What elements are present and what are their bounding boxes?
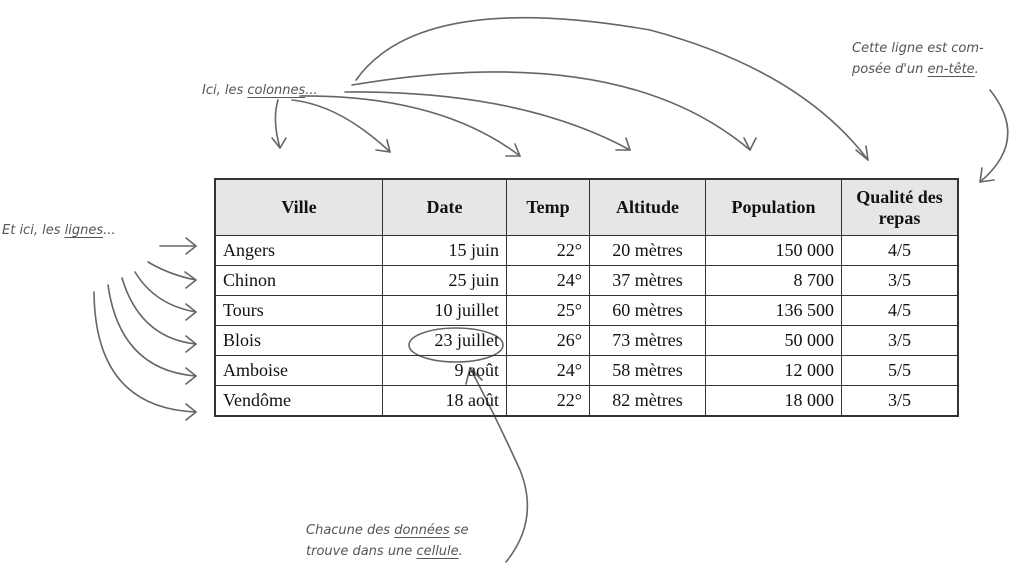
rows-annotation [2,220,116,241]
cell-annotation-line2-suffix: . [458,544,463,559]
table-cell: 12 000 [706,356,842,386]
table-cell: 18 août [383,386,507,416]
table-cell: 24° [507,266,590,296]
table-row [215,236,958,266]
table-cell-highlighted: 23 juillet [383,326,507,356]
row-arrow-5 [108,285,196,376]
table-row [215,356,958,386]
table-cell: 26° [507,326,590,356]
columns-annotation-prefix: Ici, les [202,83,248,98]
table-cell: 58 mètres [590,356,706,386]
row-arrow-6 [94,292,196,412]
table-row [215,386,958,416]
cell-annotation [306,520,469,562]
table-cell: 4/5 [842,236,959,266]
column-arrow-ville [275,100,280,148]
cell-annotation-line2 [306,541,469,562]
columns-annotation [202,80,318,101]
cell-annotation-line1 [306,520,469,541]
cell-annotation-line1-suffix: se [449,523,469,538]
table-cell: 18 000 [706,386,842,416]
header-annotation-line2-prefix: posée d'un [852,62,928,77]
table-cell: 50 000 [706,326,842,356]
city-table [214,178,959,417]
cell-annotation-term-cellule: cellule [416,544,459,559]
table-cell: 25° [507,296,590,326]
header-annotation-term: en-tête [927,62,975,77]
table-cell: 73 mètres [590,326,706,356]
table-cell: 82 mètres [590,386,706,416]
rows-annotation-prefix: Et ici, les [2,223,65,238]
column-arrow-population [352,72,750,150]
table-row [215,326,958,356]
column-arrow-date [292,100,390,152]
table-cell: 150 000 [706,236,842,266]
table-cell: 60 mètres [590,296,706,326]
table-cell: 15 juin [383,236,507,266]
table-cell: 9 août [383,356,507,386]
table-cell: Blois [215,326,383,356]
table-cell: 136 500 [706,296,842,326]
cell-annotation-term-donnees: données [394,523,450,538]
rows-annotation-suffix: ... [103,223,116,238]
table-cell: Tours [215,296,383,326]
header-cell-ville: Ville [215,179,383,236]
table-cell: Chinon [215,266,383,296]
cell-annotation-line1-prefix: Chacune des [306,523,395,538]
header-annotation-line1: Cette ligne est com- [852,41,984,56]
table-cell: 22° [507,386,590,416]
header-cell-temp: Temp [507,179,590,236]
table-cell: 4/5 [842,296,959,326]
table-row [215,296,958,326]
row-arrow-4 [122,278,196,344]
table-cell: Vendôme [215,386,383,416]
table-cell: 3/5 [842,386,959,416]
column-arrow-temp [300,96,520,156]
column-arrow-population-head [744,138,756,150]
header-annotation-line2-suffix: . [974,62,979,77]
cell-annotation-line2-prefix: trouve dans une [306,544,417,559]
table-cell: 3/5 [842,266,959,296]
column-arrow-qualite [356,18,868,160]
header-cell-population: Population [706,179,842,236]
table-cell: 5/5 [842,356,959,386]
table-cell: 24° [507,356,590,386]
header-annotation-line2 [852,59,984,80]
header-row [215,179,958,236]
table-cell: Amboise [215,356,383,386]
table-cell: 37 mètres [590,266,706,296]
table-cell: 3/5 [842,326,959,356]
header-annotation [852,38,984,80]
table-cell: 25 juin [383,266,507,296]
table-cell: Angers [215,236,383,266]
table-row [215,266,958,296]
header-cell-altitude: Altitude [590,179,706,236]
header-arrow [980,90,1008,182]
columns-annotation-suffix: ... [305,83,318,98]
columns-annotation-term: colonnes [247,83,306,98]
table-cell: 22° [507,236,590,266]
table-cell: 10 juillet [383,296,507,326]
rows-annotation-term: lignes [64,223,104,238]
header-cell-qualite: Qualité des repas [842,179,959,236]
header-cell-date: Date [383,179,507,236]
row-arrow-2 [148,262,196,280]
table-cell: 20 mètres [590,236,706,266]
table-cell: 8 700 [706,266,842,296]
